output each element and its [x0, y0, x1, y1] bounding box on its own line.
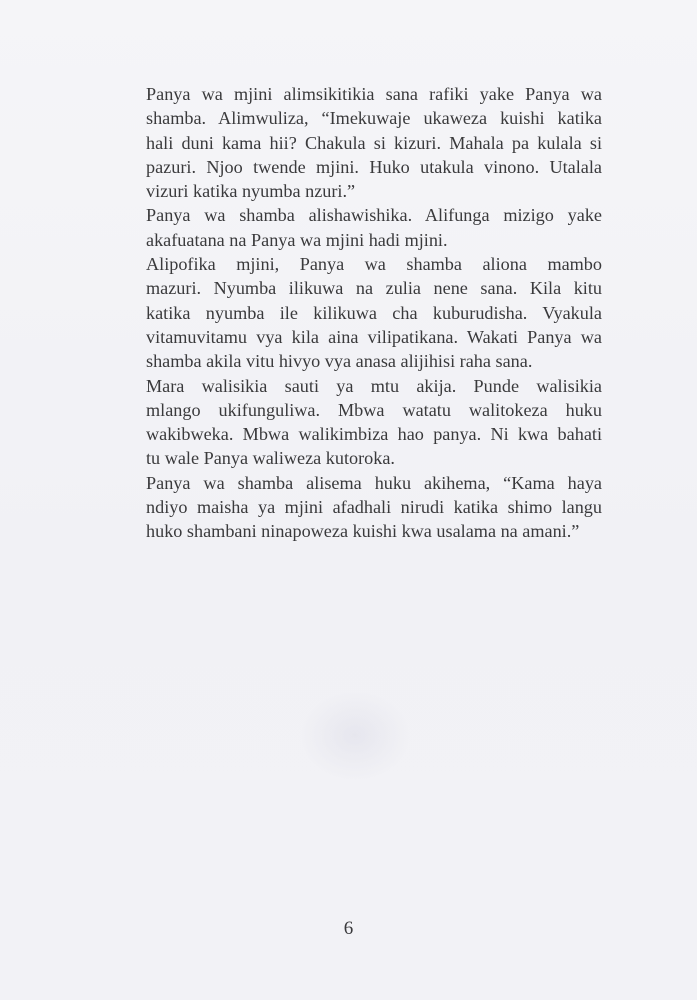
page-number: 6 — [343, 918, 354, 939]
paragraph-2 — [104, 203, 602, 252]
story-text — [104, 82, 602, 544]
text-line: katika nyumba ile kilikuwa cha kuburudisha. Vyakula — [146, 302, 602, 323]
text-line: mazuri. Nyumba ilikuwa na zulia nene sana. Kila kitu — [146, 278, 602, 299]
text-line: pazuri. Njoo twende mjini. Huko utakula vinono. Utalala — [146, 156, 602, 177]
text-line: Alipofika mjini, Panya wa shamba aliona mambo — [146, 254, 602, 275]
text-line: wakibweka. Mbwa walikimbiza hao panya. Ni kwa bahati — [146, 424, 602, 445]
text-line: Mara walisikia sauti ya mtu akija. Punde walisikia — [146, 375, 602, 396]
text-line: ndiyo maisha ya mjini afadhali nirudi katika shimo langu — [146, 497, 602, 518]
text-line: akafuatana na Panya wa mjini hadi mjini. — [146, 229, 448, 250]
text-line: hali duni kama hii? Chakula si kizuri. Mahala pa kulala si — [146, 132, 602, 153]
text-line: vizuri katika nyumba nzuri.” — [146, 181, 356, 202]
paragraph-1 — [104, 82, 602, 203]
text-line: huko shambani ninapoweza kuishi kwa usalama na amani.” — [146, 521, 580, 542]
paragraph-4 — [104, 374, 602, 471]
text-line: Panya wa shamba alishawishika. Alifunga mizigo yake — [146, 205, 602, 226]
text-line: shamba akila vitu hivyo vya anasa alijihisi raha sana. — [146, 351, 533, 372]
paper-stain — [300, 690, 410, 780]
paragraph-3 — [104, 252, 602, 373]
text-line: tu wale Panya waliweza kutoroka. — [146, 448, 395, 469]
text-line: Panya wa mjini alimsikitikia sana rafiki yake Panya wa — [146, 84, 602, 104]
paragraph-5 — [104, 471, 602, 544]
text-line: mlango ukifunguliwa. Mbwa watatu walitokeza huku — [146, 399, 602, 420]
text-line: shamba. Alimwuliza, “Imekuwaje ukaweza kuishi katika — [146, 108, 602, 129]
text-line: vitamuvitamu vya kila aina vilipatikana. Wakati Panya wa — [146, 326, 602, 347]
text-line: Panya wa shamba alisema huku akihema, “Kama haya — [146, 472, 602, 493]
